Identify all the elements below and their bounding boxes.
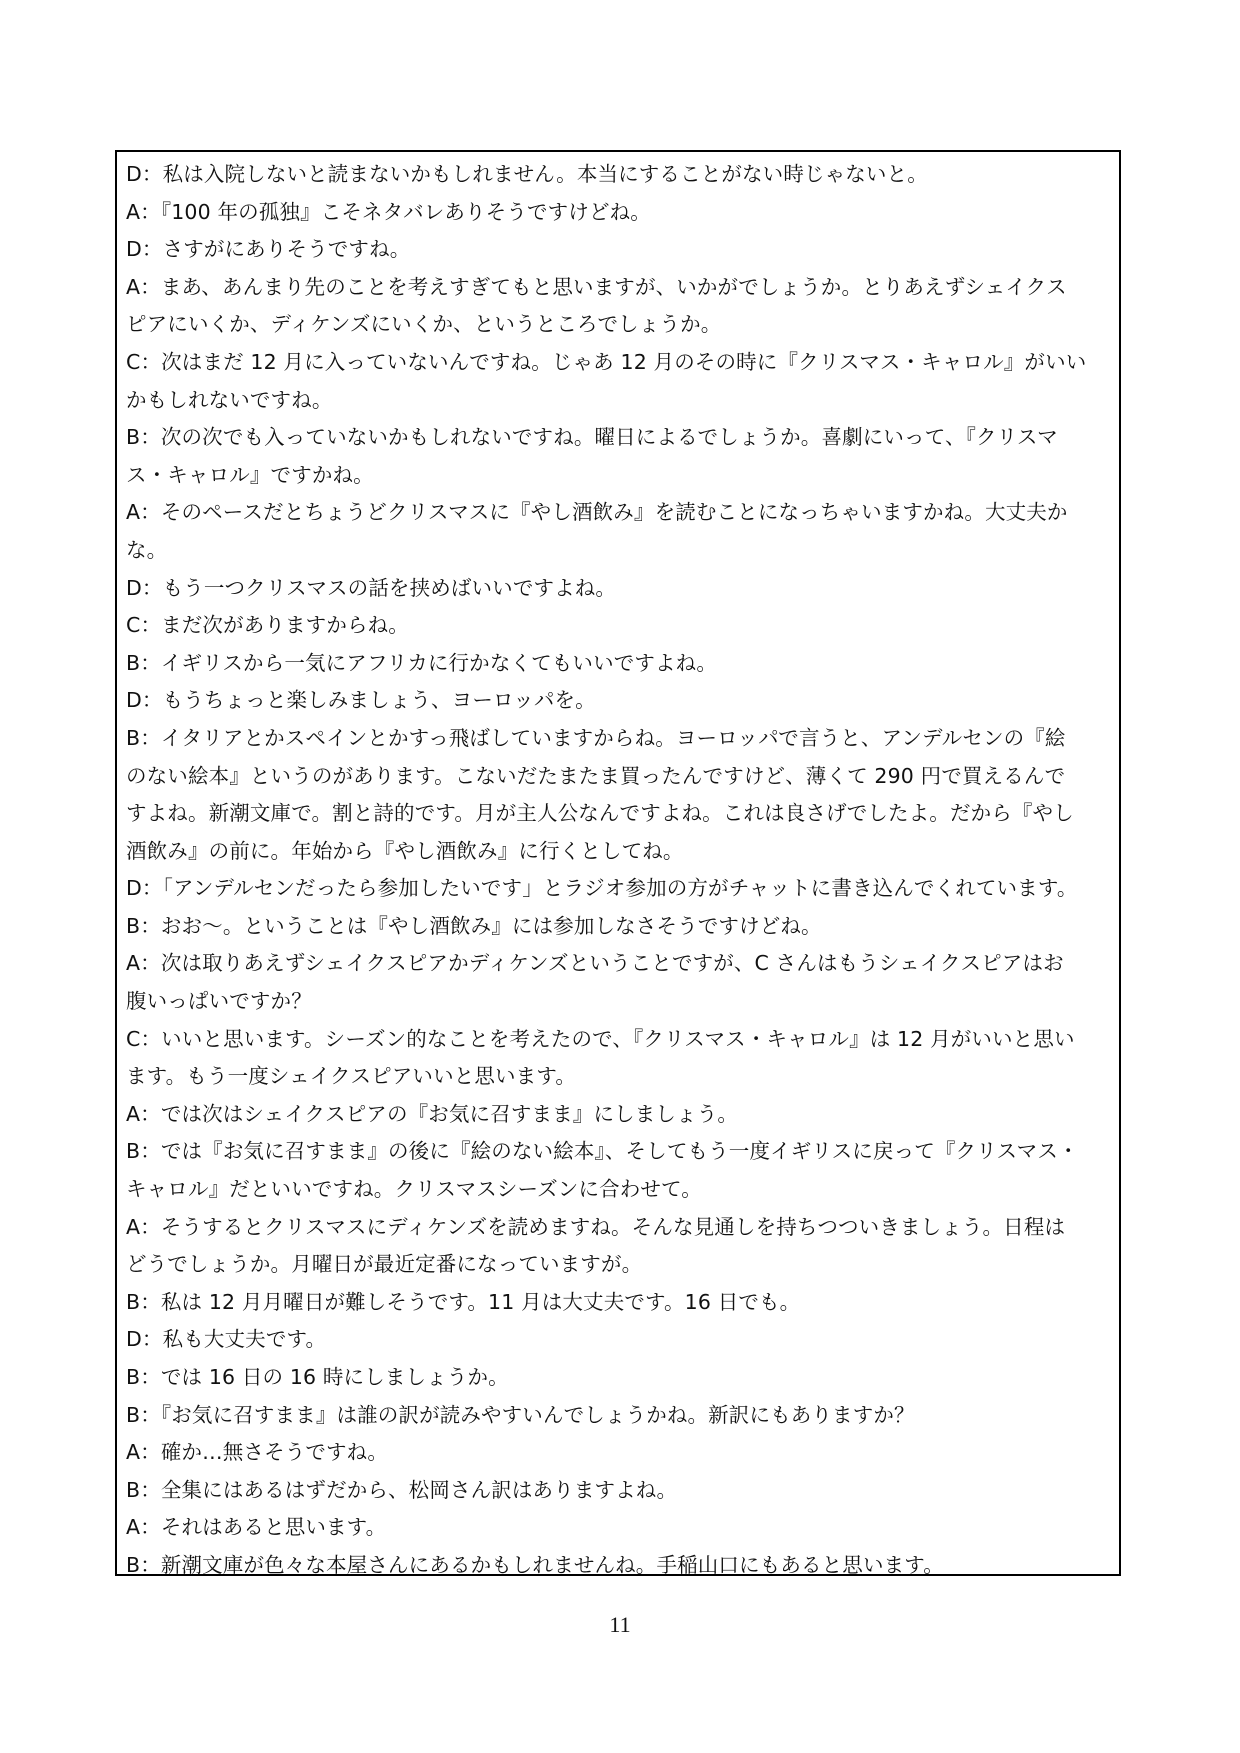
transcript-line: 酒飲み』の前に。年始から『やし酒飲み』に行くとしてね。: [126, 838, 684, 863]
transcript-line: B：『お気に召すまま』は誰の訳が読みやすいんでしょうかね。新訳にもありますか？: [126, 1402, 915, 1427]
transcript-line: B：では 16 日の 16 時にしましょうか。: [126, 1365, 509, 1389]
transcript-line: A：『100 年の孤独』こそネタバレありそうですけどね。: [126, 199, 651, 224]
transcript-line: C：次はまだ 12 月に入っていないんですね。じゃあ 12 月のその時に『クリスマス・キャロル』がいい: [126, 349, 1087, 374]
page-number: 11: [609, 1612, 631, 1637]
transcript-line: のない絵本』というのがあります。こないだたまたま買ったんですけど、薄くて 290 円で買えるんで: [126, 763, 1066, 788]
transcript-line: すよね。新潮文庫で。割と詩的です。月が主人公なんですよね。これは良さげでしたよ。だから『やし: [126, 801, 1074, 826]
transcript-line: C：いいと思います。シーズン的なことを考えたので、『クリスマス・キャロル』は 12 月がいいと思い: [126, 1026, 1075, 1051]
transcript-line: B：イタリアとかスペインとかすっ飛ばしていますからね。ヨーロッパで言うと、アンデルセンの『絵: [126, 725, 1066, 750]
transcript-line: ます。もう一度シェイクスピアいいと思います。: [126, 1064, 576, 1089]
transcript-box: [115, 150, 1121, 1576]
transcript-line: A：まあ、あんまり先のことを考えすぎてもと思いますが、いかがでしょうか。とりあえずシェイクス: [126, 274, 1067, 299]
transcript-line: D：さすがにありそうですね。: [126, 237, 411, 262]
transcript-line: A：では次はシェイクスピアの『お気に召すまま』にしましょう。: [126, 1101, 738, 1126]
transcript-line: D：私は入院しないと読まないかもしれません。本当にすることがない時じゃないと。: [126, 162, 928, 186]
transcript-line: B：次の次でも入っていないかもしれないですね。曜日によるでしょうか。喜劇にいって、『クリスマ: [126, 425, 1058, 450]
transcript-line: A：確か…無さそうですね。: [126, 1440, 388, 1465]
transcript-line: A：そうするとクリスマスにディケンズを読めますね。そんな見通しを持ちつついきましょう。日程は: [126, 1214, 1066, 1239]
transcript-line: ス・キャロル』ですかね。: [126, 462, 374, 487]
transcript-line: D：もう一つクリスマスの話を挟めばいいですよね。: [126, 575, 617, 600]
transcript-line: B：では『お気に召すまま』の後に『絵のない絵本』、そしてもう一度イギリスに戻って『クリスマス・: [126, 1139, 1079, 1164]
transcript-line: ピアにいくか、ディケンズにいくか、というところでしょうか。: [126, 312, 722, 337]
transcript-line: B：イギリスから一気にアフリカに行かなくてもいいですよね。: [126, 650, 717, 675]
transcript-line: どうでしょうか。月曜日が最近定番になっていますが。: [126, 1252, 643, 1277]
transcript-line: A：そのペースだとちょうどクリスマスに『やし酒飲み』を読むことになっちゃいますかね。大丈夫か: [126, 500, 1068, 525]
transcript-line: な。: [126, 537, 168, 562]
transcript-line: A：次は取りあえずシェイクスピアかディケンズということですが、C さんはもうシェイクスピアはお: [126, 951, 1064, 976]
transcript-line: B：全集にはあるはずだから、松岡さん訳はありますよね。: [126, 1477, 678, 1502]
transcript-line: B：おお〜。ということは『やし酒飲み』には参加しなさそうですけどね。: [126, 913, 822, 938]
transcript-line: D：もうちょっと楽しみましょう、ヨーロッパを。: [126, 688, 596, 713]
transcript-line: B：私は 12 月月曜日が難しそうです。11 月は大丈夫です。16 日でも。: [126, 1289, 801, 1314]
transcript-line: A：それはあると思います。: [126, 1515, 387, 1540]
transcript-line: C：まだ次がありますからね。: [126, 613, 409, 638]
transcript-line: D：私も大丈夫です。: [126, 1327, 327, 1352]
transcript-line: B：新潮文庫が色々な本屋さんにあるかもしれませんね。手稲山口にもあると思います。: [126, 1552, 944, 1577]
transcript-line: D：「アンデルセンだったら参加したいです」とラジオ参加の方がチャットに書き込んでくれています。: [126, 876, 1078, 901]
transcript-line: キャロル』だといいですね。クリスマスシーズンに合わせて。: [126, 1177, 702, 1202]
transcript-line: 腹いっぱいですか？: [126, 989, 312, 1014]
transcript-line: かもしれないですね。: [126, 387, 333, 412]
